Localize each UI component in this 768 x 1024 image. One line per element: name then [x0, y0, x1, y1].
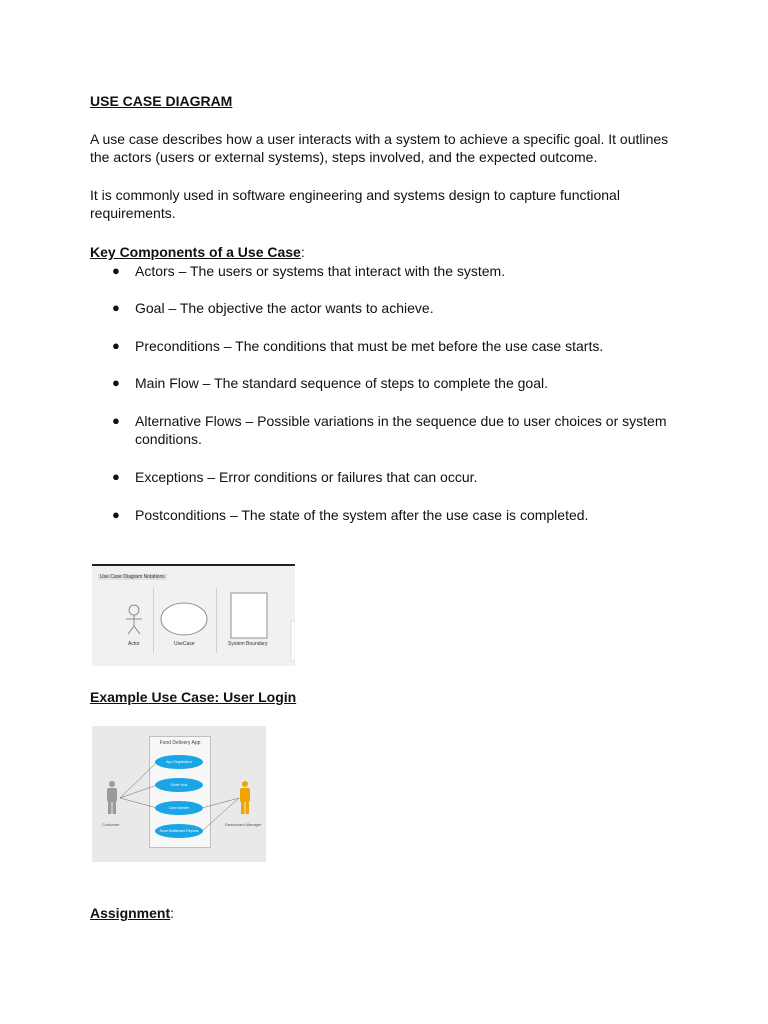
list-item-text — [135, 412, 690, 448]
divider — [153, 588, 154, 653]
system-boundary-icon — [231, 593, 267, 638]
bullet-icon: ● — [112, 300, 120, 315]
components-colon: : — [300, 244, 305, 260]
intro-line-2: the actors (users or external systems), steps involved, and the expected outcome. — [90, 149, 598, 165]
notation-figure — [92, 564, 295, 666]
components-heading-wrapper — [90, 243, 305, 261]
example-diagram-figure — [92, 726, 266, 862]
example-heading: Example Use Case: User Login — [90, 689, 297, 705]
bullet-icon: ● — [112, 263, 120, 278]
usecase-send-reports: Send Settlement Reports — [155, 824, 203, 838]
bullet-icon: ● — [112, 469, 120, 484]
bullet-icon: ● — [112, 338, 120, 353]
list-item-text: Preconditions – The conditions that must be met before the use case starts. — [135, 338, 604, 354]
actor-icon — [126, 605, 142, 634]
list-item-text: Postconditions – The state of the system after the use case is completed. — [135, 507, 589, 523]
association-lines — [92, 726, 266, 862]
intro-paragraph — [90, 130, 680, 166]
bullet-icon: ● — [112, 413, 120, 428]
components-heading: Key Components of a Use Case — [90, 244, 301, 260]
usecase-app-registration: App Registration — [155, 755, 203, 769]
system-title: Food Delivery App — [159, 740, 201, 746]
usecase-label: UseCase — [174, 641, 195, 647]
list-item-line-1: Alternative Flows – Possible variations in the sequence due to user choices or system — [135, 413, 667, 429]
list-item-text: Main Flow – The standard sequence of steps to complete the goal. — [135, 375, 548, 391]
list-item-text: Exceptions – Error conditions or failures that can occur. — [135, 469, 478, 485]
manager-label: Restaurant Manager — [225, 822, 262, 827]
assignment-heading-wrapper — [90, 904, 174, 922]
usage-paragraph — [90, 186, 680, 222]
list-item-line-2: conditions. — [135, 431, 202, 447]
assignment-heading: Assignment — [90, 905, 171, 921]
document-heading: USE CASE DIAGRAM — [90, 93, 233, 109]
list-item-text: Actors – The users or systems that interact with the system. — [135, 263, 506, 279]
usage-line-2: requirements. — [90, 205, 176, 221]
usecase-icon — [161, 603, 207, 635]
bullet-icon: ● — [112, 507, 120, 522]
notation-caption: Use Case Diagram Notations — [100, 574, 165, 580]
usecase-card-transfer: Card transfer — [155, 801, 203, 815]
notation-graphics — [92, 566, 295, 666]
manager-actor-icon — [240, 781, 250, 814]
usecase-order-food: Order food — [155, 778, 203, 792]
divider — [216, 588, 217, 653]
bullet-icon: ● — [112, 375, 120, 390]
customer-label: Customer — [102, 822, 120, 827]
actor-label: Actor — [128, 641, 140, 647]
usage-line-1: It is commonly used in software engineering and systems design to capture functional — [90, 187, 620, 203]
list-item-text: Goal – The objective the actor wants to achieve. — [135, 300, 434, 316]
system-boundary-label: System Boundary — [228, 641, 268, 647]
assignment-colon: : — [170, 905, 175, 921]
intro-line-1: A use case describes how a user interacts with a system to achieve a specific goal. It outlines — [90, 131, 669, 147]
customer-actor-icon — [107, 781, 117, 814]
